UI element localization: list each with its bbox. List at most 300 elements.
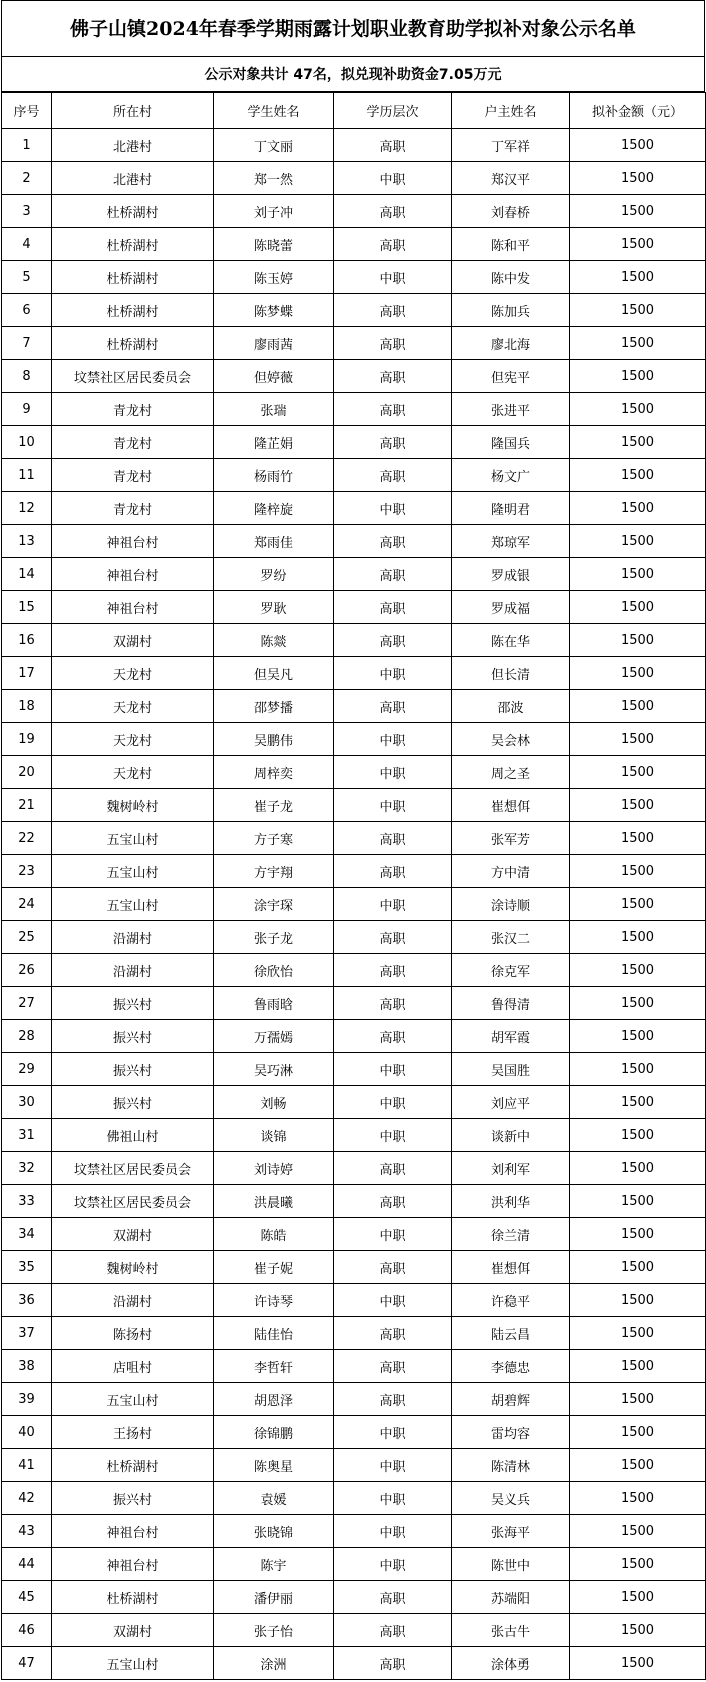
cell-amount: 1500 xyxy=(570,1053,706,1086)
cell-education-level: 高职 xyxy=(334,987,452,1020)
cell-village: 青龙村 xyxy=(52,393,214,426)
cell-student-name: 陈晓蕾 xyxy=(214,228,334,261)
table-row xyxy=(2,1647,706,1680)
table-row xyxy=(2,360,706,393)
cell-amount: 1500 xyxy=(570,1614,706,1647)
cell-householder-name: 张进平 xyxy=(452,393,570,426)
cell-index: 18 xyxy=(2,690,52,723)
cell-village: 坟禁社区居民委员会 xyxy=(52,360,214,393)
cell-village: 神祖台村 xyxy=(52,525,214,558)
cell-householder-name: 但长清 xyxy=(452,657,570,690)
cell-student-name: 陈梦蝶 xyxy=(214,294,334,327)
cell-index: 14 xyxy=(2,558,52,591)
table-row xyxy=(2,525,706,558)
cell-village: 天龙村 xyxy=(52,657,214,690)
cell-village: 杜桥湖村 xyxy=(52,261,214,294)
cell-student-name: 张子怡 xyxy=(214,1614,334,1647)
cell-education-level: 高职 xyxy=(334,1020,452,1053)
document-title: 佛子山镇2024年春季学期雨露计划职业教育助学拟补对象公示名单 xyxy=(1,0,705,56)
cell-education-level: 中职 xyxy=(334,261,452,294)
cell-householder-name: 李德忠 xyxy=(452,1350,570,1383)
cell-village: 神祖台村 xyxy=(52,1548,214,1581)
cell-householder-name: 崔想佴 xyxy=(452,1251,570,1284)
cell-amount: 1500 xyxy=(570,888,706,921)
cell-amount: 1500 xyxy=(570,1350,706,1383)
beneficiary-table xyxy=(1,92,706,1680)
cell-education-level: 高职 xyxy=(334,360,452,393)
cell-index: 44 xyxy=(2,1548,52,1581)
cell-student-name: 涂宇琛 xyxy=(214,888,334,921)
cell-householder-name: 丁军祥 xyxy=(452,129,570,162)
cell-index: 13 xyxy=(2,525,52,558)
cell-village: 振兴村 xyxy=(52,1053,214,1086)
table-row xyxy=(2,1383,706,1416)
cell-education-level: 高职 xyxy=(334,1251,452,1284)
cell-student-name: 崔子妮 xyxy=(214,1251,334,1284)
cell-householder-name: 谈新中 xyxy=(452,1119,570,1152)
cell-student-name: 刘子冲 xyxy=(214,195,334,228)
cell-index: 12 xyxy=(2,492,52,525)
cell-village: 神祖台村 xyxy=(52,591,214,624)
cell-index: 3 xyxy=(2,195,52,228)
cell-village: 青龙村 xyxy=(52,459,214,492)
cell-student-name: 罗耿 xyxy=(214,591,334,624)
cell-index: 37 xyxy=(2,1317,52,1350)
cell-student-name: 陆佳怡 xyxy=(214,1317,334,1350)
cell-amount: 1500 xyxy=(570,723,706,756)
table-row xyxy=(2,558,706,591)
cell-householder-name: 胡军霞 xyxy=(452,1020,570,1053)
cell-householder-name: 邵波 xyxy=(452,690,570,723)
cell-student-name: 杨雨竹 xyxy=(214,459,334,492)
cell-amount: 1500 xyxy=(570,1581,706,1614)
cell-amount: 1500 xyxy=(570,1020,706,1053)
cell-amount: 1500 xyxy=(570,1647,706,1680)
cell-index: 34 xyxy=(2,1218,52,1251)
cell-education-level: 高职 xyxy=(334,690,452,723)
cell-householder-name: 陈清林 xyxy=(452,1449,570,1482)
table-row xyxy=(2,855,706,888)
cell-index: 21 xyxy=(2,789,52,822)
cell-amount: 1500 xyxy=(570,1218,706,1251)
cell-student-name: 陈皓 xyxy=(214,1218,334,1251)
cell-education-level: 高职 xyxy=(334,327,452,360)
table-row xyxy=(2,921,706,954)
cell-education-level: 高职 xyxy=(334,855,452,888)
cell-village: 五宝山村 xyxy=(52,1647,214,1680)
cell-education-level: 中职 xyxy=(334,162,452,195)
cell-householder-name: 刘利军 xyxy=(452,1152,570,1185)
table-row xyxy=(2,1086,706,1119)
cell-village: 五宝山村 xyxy=(52,822,214,855)
cell-village: 天龙村 xyxy=(52,723,214,756)
cell-householder-name: 张古牛 xyxy=(452,1614,570,1647)
table-row xyxy=(2,1119,706,1152)
cell-education-level: 高职 xyxy=(334,1185,452,1218)
cell-education-level: 高职 xyxy=(334,558,452,591)
cell-education-level: 中职 xyxy=(334,657,452,690)
cell-index: 43 xyxy=(2,1515,52,1548)
cell-village: 双湖村 xyxy=(52,1614,214,1647)
cell-amount: 1500 xyxy=(570,1152,706,1185)
cell-householder-name: 隆明君 xyxy=(452,492,570,525)
cell-index: 10 xyxy=(2,426,52,459)
table-row xyxy=(2,1284,706,1317)
cell-education-level: 中职 xyxy=(334,756,452,789)
cell-householder-name: 陆云昌 xyxy=(452,1317,570,1350)
cell-amount: 1500 xyxy=(570,129,706,162)
cell-village: 陈扬村 xyxy=(52,1317,214,1350)
cell-education-level: 中职 xyxy=(334,1218,452,1251)
cell-index: 15 xyxy=(2,591,52,624)
table-row xyxy=(2,723,706,756)
cell-amount: 1500 xyxy=(570,1449,706,1482)
cell-householder-name: 徐克军 xyxy=(452,954,570,987)
cell-village: 魏树岭村 xyxy=(52,1251,214,1284)
table-row xyxy=(2,690,706,723)
cell-index: 7 xyxy=(2,327,52,360)
cell-village: 天龙村 xyxy=(52,756,214,789)
cell-student-name: 袁媛 xyxy=(214,1482,334,1515)
cell-education-level: 高职 xyxy=(334,954,452,987)
cell-village: 振兴村 xyxy=(52,987,214,1020)
cell-index: 9 xyxy=(2,393,52,426)
cell-student-name: 徐锦鹏 xyxy=(214,1416,334,1449)
cell-village: 振兴村 xyxy=(52,1086,214,1119)
cell-education-level: 高职 xyxy=(334,426,452,459)
cell-householder-name: 胡碧辉 xyxy=(452,1383,570,1416)
table-row xyxy=(2,327,706,360)
table-row xyxy=(2,987,706,1020)
cell-index: 22 xyxy=(2,822,52,855)
cell-student-name: 邵梦播 xyxy=(214,690,334,723)
cell-amount: 1500 xyxy=(570,1416,706,1449)
cell-index: 4 xyxy=(2,228,52,261)
cell-village: 沿湖村 xyxy=(52,1284,214,1317)
cell-householder-name: 徐兰清 xyxy=(452,1218,570,1251)
cell-student-name: 吴鹏伟 xyxy=(214,723,334,756)
cell-householder-name: 郑汉平 xyxy=(452,162,570,195)
cell-householder-name: 崔想佴 xyxy=(452,789,570,822)
cell-householder-name: 雷均容 xyxy=(452,1416,570,1449)
cell-index: 29 xyxy=(2,1053,52,1086)
cell-student-name: 鲁雨晗 xyxy=(214,987,334,1020)
table-row xyxy=(2,1185,706,1218)
table-row xyxy=(2,1152,706,1185)
cell-amount: 1500 xyxy=(570,987,706,1020)
cell-education-level: 高职 xyxy=(334,591,452,624)
cell-index: 27 xyxy=(2,987,52,1020)
cell-index: 28 xyxy=(2,1020,52,1053)
table-header-row xyxy=(2,93,706,129)
cell-householder-name: 苏端阳 xyxy=(452,1581,570,1614)
cell-index: 8 xyxy=(2,360,52,393)
cell-amount: 1500 xyxy=(570,657,706,690)
cell-householder-name: 隆国兵 xyxy=(452,426,570,459)
cell-amount: 1500 xyxy=(570,1548,706,1581)
cell-householder-name: 刘春桥 xyxy=(452,195,570,228)
table-row xyxy=(2,624,706,657)
table-body xyxy=(2,129,706,1680)
cell-householder-name: 吴会林 xyxy=(452,723,570,756)
cell-student-name: 吴巧淋 xyxy=(214,1053,334,1086)
table-row xyxy=(2,426,706,459)
cell-student-name: 隆梓旋 xyxy=(214,492,334,525)
cell-education-level: 高职 xyxy=(334,129,452,162)
cell-householder-name: 许稳平 xyxy=(452,1284,570,1317)
cell-householder-name: 吴义兵 xyxy=(452,1482,570,1515)
cell-education-level: 高职 xyxy=(334,1647,452,1680)
cell-amount: 1500 xyxy=(570,393,706,426)
cell-student-name: 张晓锦 xyxy=(214,1515,334,1548)
cell-education-level: 高职 xyxy=(334,525,452,558)
cell-amount: 1500 xyxy=(570,921,706,954)
cell-index: 46 xyxy=(2,1614,52,1647)
cell-village: 五宝山村 xyxy=(52,1383,214,1416)
cell-householder-name: 涂诗顺 xyxy=(452,888,570,921)
cell-student-name: 方宇翔 xyxy=(214,855,334,888)
cell-education-level: 高职 xyxy=(334,1317,452,1350)
cell-education-level: 高职 xyxy=(334,822,452,855)
cell-amount: 1500 xyxy=(570,1251,706,1284)
cell-householder-name: 罗成银 xyxy=(452,558,570,591)
cell-index: 36 xyxy=(2,1284,52,1317)
cell-student-name: 徐欣怡 xyxy=(214,954,334,987)
cell-index: 47 xyxy=(2,1647,52,1680)
cell-amount: 1500 xyxy=(570,690,706,723)
cell-index: 35 xyxy=(2,1251,52,1284)
table-row xyxy=(2,195,706,228)
cell-amount: 1500 xyxy=(570,1515,706,1548)
cell-village: 坟禁社区居民委员会 xyxy=(52,1152,214,1185)
cell-student-name: 陈宇 xyxy=(214,1548,334,1581)
cell-student-name: 周梓奕 xyxy=(214,756,334,789)
table-row xyxy=(2,1053,706,1086)
table-row xyxy=(2,1449,706,1482)
cell-index: 2 xyxy=(2,162,52,195)
cell-amount: 1500 xyxy=(570,195,706,228)
cell-village: 青龙村 xyxy=(52,492,214,525)
cell-village: 王扬村 xyxy=(52,1416,214,1449)
cell-householder-name: 廖北海 xyxy=(452,327,570,360)
cell-householder-name: 但宪平 xyxy=(452,360,570,393)
cell-village: 青龙村 xyxy=(52,426,214,459)
cell-education-level: 高职 xyxy=(334,921,452,954)
cell-student-name: 郑一然 xyxy=(214,162,334,195)
cell-village: 振兴村 xyxy=(52,1482,214,1515)
cell-student-name: 廖雨茜 xyxy=(214,327,334,360)
cell-village: 魏树岭村 xyxy=(52,789,214,822)
cell-amount: 1500 xyxy=(570,954,706,987)
cell-village: 杜桥湖村 xyxy=(52,228,214,261)
table-row xyxy=(2,162,706,195)
table-row xyxy=(2,1251,706,1284)
cell-village: 坟禁社区居民委员会 xyxy=(52,1185,214,1218)
cell-amount: 1500 xyxy=(570,822,706,855)
cell-householder-name: 陈在华 xyxy=(452,624,570,657)
cell-village: 五宝山村 xyxy=(52,855,214,888)
cell-householder-name: 罗成福 xyxy=(452,591,570,624)
cell-amount: 1500 xyxy=(570,558,706,591)
cell-amount: 1500 xyxy=(570,1383,706,1416)
cell-village: 五宝山村 xyxy=(52,888,214,921)
cell-index: 17 xyxy=(2,657,52,690)
header-village: 所在村 xyxy=(52,93,214,129)
cell-amount: 1500 xyxy=(570,294,706,327)
table-row xyxy=(2,1482,706,1515)
table-row xyxy=(2,1548,706,1581)
table-row xyxy=(2,1581,706,1614)
cell-student-name: 方子寒 xyxy=(214,822,334,855)
cell-education-level: 高职 xyxy=(334,1152,452,1185)
table-row xyxy=(2,888,706,921)
cell-education-level: 高职 xyxy=(334,294,452,327)
table-row xyxy=(2,1317,706,1350)
cell-student-name: 许诗琴 xyxy=(214,1284,334,1317)
cell-education-level: 中职 xyxy=(334,888,452,921)
cell-village: 北港村 xyxy=(52,162,214,195)
cell-education-level: 高职 xyxy=(334,195,452,228)
table-row xyxy=(2,129,706,162)
table-row xyxy=(2,1515,706,1548)
cell-householder-name: 张汉二 xyxy=(452,921,570,954)
cell-student-name: 隆芷娟 xyxy=(214,426,334,459)
header-amount: 拟补金额（元） xyxy=(570,93,706,129)
cell-index: 19 xyxy=(2,723,52,756)
cell-householder-name: 吴国胜 xyxy=(452,1053,570,1086)
cell-student-name: 但婷薇 xyxy=(214,360,334,393)
cell-village: 沿湖村 xyxy=(52,954,214,987)
cell-index: 30 xyxy=(2,1086,52,1119)
cell-amount: 1500 xyxy=(570,1185,706,1218)
cell-student-name: 洪晨曦 xyxy=(214,1185,334,1218)
cell-index: 23 xyxy=(2,855,52,888)
header-student-name: 学生姓名 xyxy=(214,93,334,129)
table-row xyxy=(2,459,706,492)
cell-education-level: 高职 xyxy=(334,1614,452,1647)
cell-index: 39 xyxy=(2,1383,52,1416)
cell-householder-name: 洪利华 xyxy=(452,1185,570,1218)
cell-education-level: 高职 xyxy=(334,1581,452,1614)
cell-householder-name: 周之圣 xyxy=(452,756,570,789)
cell-amount: 1500 xyxy=(570,459,706,492)
cell-amount: 1500 xyxy=(570,756,706,789)
table-row xyxy=(2,1614,706,1647)
cell-index: 24 xyxy=(2,888,52,921)
table-row xyxy=(2,294,706,327)
cell-amount: 1500 xyxy=(570,1284,706,1317)
header-householder-name: 户主姓名 xyxy=(452,93,570,129)
cell-index: 16 xyxy=(2,624,52,657)
cell-student-name: 刘诗婷 xyxy=(214,1152,334,1185)
cell-student-name: 李哲轩 xyxy=(214,1350,334,1383)
cell-student-name: 谈锦 xyxy=(214,1119,334,1152)
cell-amount: 1500 xyxy=(570,855,706,888)
cell-amount: 1500 xyxy=(570,426,706,459)
cell-education-level: 中职 xyxy=(334,492,452,525)
cell-householder-name: 陈世中 xyxy=(452,1548,570,1581)
cell-householder-name: 张军芳 xyxy=(452,822,570,855)
cell-student-name: 但吴凡 xyxy=(214,657,334,690)
cell-index: 25 xyxy=(2,921,52,954)
cell-index: 5 xyxy=(2,261,52,294)
cell-householder-name: 方中清 xyxy=(452,855,570,888)
cell-student-name: 陈玉婷 xyxy=(214,261,334,294)
cell-index: 40 xyxy=(2,1416,52,1449)
cell-amount: 1500 xyxy=(570,1119,706,1152)
cell-amount: 1500 xyxy=(570,492,706,525)
cell-village: 双湖村 xyxy=(52,1218,214,1251)
cell-village: 沿湖村 xyxy=(52,921,214,954)
cell-index: 33 xyxy=(2,1185,52,1218)
cell-amount: 1500 xyxy=(570,360,706,393)
cell-village: 店咀村 xyxy=(52,1350,214,1383)
table-row xyxy=(2,1416,706,1449)
table-row xyxy=(2,261,706,294)
cell-village: 振兴村 xyxy=(52,1020,214,1053)
cell-village: 神祖台村 xyxy=(52,1515,214,1548)
cell-householder-name: 张海平 xyxy=(452,1515,570,1548)
cell-householder-name: 刘应平 xyxy=(452,1086,570,1119)
cell-village: 佛祖山村 xyxy=(52,1119,214,1152)
cell-index: 1 xyxy=(2,129,52,162)
cell-amount: 1500 xyxy=(570,1086,706,1119)
cell-village: 杜桥湖村 xyxy=(52,327,214,360)
cell-education-level: 中职 xyxy=(334,1053,452,1086)
cell-index: 6 xyxy=(2,294,52,327)
cell-village: 双湖村 xyxy=(52,624,214,657)
cell-village: 杜桥湖村 xyxy=(52,1449,214,1482)
table-row xyxy=(2,657,706,690)
cell-student-name: 罗纷 xyxy=(214,558,334,591)
cell-householder-name: 陈和平 xyxy=(452,228,570,261)
cell-amount: 1500 xyxy=(570,261,706,294)
cell-index: 45 xyxy=(2,1581,52,1614)
cell-education-level: 高职 xyxy=(334,459,452,492)
cell-student-name: 刘畅 xyxy=(214,1086,334,1119)
cell-householder-name: 陈中发 xyxy=(452,261,570,294)
cell-education-level: 高职 xyxy=(334,393,452,426)
cell-householder-name: 杨文广 xyxy=(452,459,570,492)
cell-village: 天龙村 xyxy=(52,690,214,723)
notice-sheet xyxy=(1,0,705,1680)
cell-index: 42 xyxy=(2,1482,52,1515)
cell-student-name: 陈燚 xyxy=(214,624,334,657)
cell-student-name: 崔子龙 xyxy=(214,789,334,822)
table-row xyxy=(2,591,706,624)
cell-education-level: 高职 xyxy=(334,228,452,261)
cell-amount: 1500 xyxy=(570,327,706,360)
document-subtitle: 公示对象共计 47名，拟兑现补助资金7.05万元 xyxy=(1,56,705,92)
cell-householder-name: 鲁得清 xyxy=(452,987,570,1020)
cell-householder-name: 陈加兵 xyxy=(452,294,570,327)
cell-education-level: 中职 xyxy=(334,1416,452,1449)
cell-index: 11 xyxy=(2,459,52,492)
cell-education-level: 中职 xyxy=(334,1449,452,1482)
cell-education-level: 中职 xyxy=(334,1548,452,1581)
cell-index: 41 xyxy=(2,1449,52,1482)
cell-village: 神祖台村 xyxy=(52,558,214,591)
cell-amount: 1500 xyxy=(570,1482,706,1515)
cell-student-name: 陈奥星 xyxy=(214,1449,334,1482)
table-row xyxy=(2,492,706,525)
cell-education-level: 中职 xyxy=(334,1482,452,1515)
cell-education-level: 中职 xyxy=(334,1515,452,1548)
cell-amount: 1500 xyxy=(570,525,706,558)
cell-village: 杜桥湖村 xyxy=(52,1581,214,1614)
cell-village: 北港村 xyxy=(52,129,214,162)
cell-student-name: 潘伊丽 xyxy=(214,1581,334,1614)
